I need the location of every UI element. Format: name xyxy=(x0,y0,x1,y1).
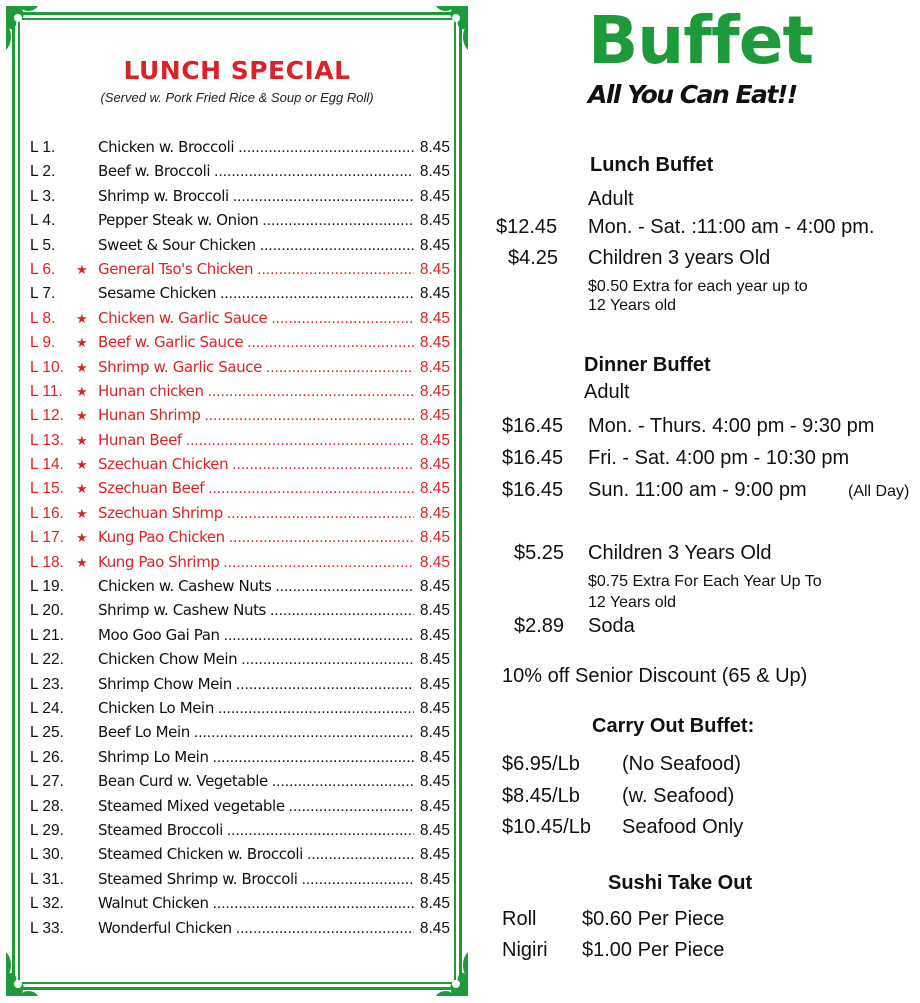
spicy-star-icon: ★ xyxy=(76,554,88,570)
menu-item-code: L 21. xyxy=(30,626,64,644)
leader-dots xyxy=(236,676,414,694)
menu-item-price: 8.45 xyxy=(419,895,450,913)
dinner-child-label: Children 3 Years Old xyxy=(588,542,772,564)
dinner-hours: Fri. - Sat. 4:00 pm - 10:30 pm xyxy=(588,447,850,469)
dinner-all-day-note: (All Day) xyxy=(848,483,910,500)
menu-item-name: Shrimp Lo Mein xyxy=(98,747,209,766)
menu-item-name: Pepper Steak w. Onion xyxy=(98,211,259,230)
menu-item-code: L 30. xyxy=(30,846,64,864)
dinner-child-price: $5.25 xyxy=(514,542,565,564)
carry-out-price: $6.95/Lb xyxy=(502,753,580,775)
leader-dots xyxy=(213,895,414,913)
leader-dots xyxy=(272,773,414,791)
menu-item xyxy=(30,870,450,894)
lunch-child-price: $4.25 xyxy=(508,247,559,269)
menu-item xyxy=(30,358,450,382)
menu-item-price: 8.45 xyxy=(419,212,450,230)
leader-dots xyxy=(220,285,414,303)
menu-item-price: 8.45 xyxy=(419,846,450,864)
menu-item-price: 8.45 xyxy=(419,334,450,352)
sushi-price: $0.60 Per Piece xyxy=(582,908,725,930)
menu-item xyxy=(30,553,450,577)
menu-item xyxy=(30,236,450,260)
menu-item xyxy=(30,504,450,528)
menu-item-price: 8.45 xyxy=(419,626,450,644)
menu-item-name: Hunan Shrimp xyxy=(98,406,201,425)
menu-item xyxy=(30,260,450,284)
leader-dots xyxy=(236,920,414,938)
menu-item xyxy=(30,162,450,186)
menu-item-code: L 1. xyxy=(30,139,56,156)
corner-ornament-icon xyxy=(418,4,470,56)
spicy-star-icon: ★ xyxy=(76,359,88,375)
menu-item-code: L 4. xyxy=(30,212,56,230)
carry-out-price: $8.45/Lb xyxy=(502,785,580,807)
carry-out-heading: Carry Out Buffet: xyxy=(592,715,755,737)
menu-item-price: 8.45 xyxy=(419,602,450,620)
menu-item-name: Chicken w. Garlic Sauce xyxy=(98,308,268,327)
menu-item xyxy=(30,309,450,333)
menu-item-name: Shrimp w. Garlic Sauce xyxy=(98,357,262,376)
menu-item-price: 8.45 xyxy=(419,163,450,181)
lunch-child-note-1: $0.50 Extra for each year up to xyxy=(588,278,808,295)
menu-item-name: Szechuan Beef xyxy=(98,479,205,498)
menu-item-code: L 33. xyxy=(30,919,64,937)
leader-dots xyxy=(302,871,414,889)
lunch-child-label: Children 3 years Old xyxy=(588,247,771,269)
menu-item-price: 8.45 xyxy=(419,504,450,522)
carry-out-desc: Seafood Only xyxy=(622,816,744,838)
menu-item-code: L 27. xyxy=(30,773,64,791)
menu-item-name: Moo Goo Gai Pan xyxy=(98,625,220,644)
menu-item xyxy=(30,650,450,674)
menu-item-name: Beef Lo Mein xyxy=(98,723,190,742)
leader-dots xyxy=(232,456,414,474)
menu-item-price: 8.45 xyxy=(419,773,450,791)
menu-item-code: L 29. xyxy=(30,821,64,839)
menu-item-price: 8.45 xyxy=(419,382,450,400)
leader-dots xyxy=(208,480,414,498)
spicy-star-icon: ★ xyxy=(76,261,88,277)
menu-item-price: 8.45 xyxy=(419,724,450,742)
leader-dots xyxy=(257,261,414,279)
senior-discount: 10% off Senior Discount (65 & Up) xyxy=(502,665,808,687)
dinner-buffet-heading: Dinner Buffet xyxy=(584,354,711,376)
leader-dots xyxy=(238,139,414,157)
menu-item xyxy=(30,431,450,455)
menu-item xyxy=(30,601,450,625)
menu-item-code: L 14. xyxy=(30,456,64,474)
menu-item-code: L 20. xyxy=(30,602,64,620)
leader-dots xyxy=(260,237,414,255)
menu-item-code: L 32. xyxy=(30,895,64,913)
menu-item-name: Beef w. Broccoli xyxy=(98,162,211,181)
menu-item-code: L 19. xyxy=(30,578,64,596)
lunch-adult-price: $12.45 xyxy=(496,216,558,238)
leader-dots xyxy=(218,700,414,718)
spicy-star-icon: ★ xyxy=(76,310,88,326)
menu-item-price: 8.45 xyxy=(419,358,450,376)
spicy-star-icon: ★ xyxy=(76,408,88,424)
lunch-buffet-heading: Lunch Buffet xyxy=(590,154,714,176)
menu-item xyxy=(30,479,450,503)
lunch-child-note-2: 12 Years old xyxy=(588,297,677,314)
menu-item xyxy=(30,919,450,943)
menu-item xyxy=(30,772,450,796)
menu-item xyxy=(30,333,450,357)
dinner-child-note-1: $0.75 Extra For Each Year Up To xyxy=(588,573,822,590)
menu-item xyxy=(30,699,450,723)
menu-item-code: L 7. xyxy=(30,285,56,303)
menu-item-name: Chicken w. Broccoli xyxy=(98,138,235,156)
menu-item-price: 8.45 xyxy=(419,651,450,669)
spicy-star-icon: ★ xyxy=(76,457,88,473)
menu-item-price: 8.45 xyxy=(419,187,450,205)
menu-item-code: L 16. xyxy=(30,504,64,522)
leader-dots xyxy=(241,651,414,669)
menu-item xyxy=(30,406,450,430)
menu-item xyxy=(30,723,450,747)
lunch-special-subtitle: (Served w. Pork Fried Rice & Soup or Egg Roll) xyxy=(100,90,374,105)
leader-dots xyxy=(204,407,414,425)
dinner-price: $16.45 xyxy=(502,447,564,469)
menu-item-code: L 11. xyxy=(30,382,63,400)
soda-label: Soda xyxy=(588,615,635,637)
dinner-adult-label: Adult xyxy=(584,381,630,403)
menu-item-name: Beef w. Garlic Sauce xyxy=(98,333,244,352)
dinner-hours: Mon. - Thurs. 4:00 pm - 9:30 pm xyxy=(588,415,875,437)
menu-item xyxy=(30,211,450,235)
menu-item-name: Chicken Lo Mein xyxy=(98,698,214,717)
menu-item-price: 8.45 xyxy=(419,480,450,498)
menu-item-price: 8.45 xyxy=(419,870,450,888)
leader-dots xyxy=(233,188,414,206)
menu-item-code: L 9. xyxy=(30,334,56,352)
lunch-menu-list xyxy=(30,138,450,943)
menu-item-code: L 17. xyxy=(30,529,64,547)
menu-item-name: Sweet & Sour Chicken xyxy=(98,235,256,254)
menu-item-price: 8.45 xyxy=(419,431,450,449)
leader-dots xyxy=(289,798,414,816)
sushi-type: Roll xyxy=(502,908,537,930)
menu-item-name: Steamed Broccoli xyxy=(98,820,223,839)
menu-item-price: 8.45 xyxy=(419,139,450,156)
spicy-star-icon: ★ xyxy=(76,481,88,497)
menu-item-name: Steamed Chicken w. Broccoli xyxy=(98,845,303,864)
menu-item-name: Shrimp w. Cashew Nuts xyxy=(98,601,266,620)
menu-item-code: L 22. xyxy=(30,651,64,669)
leader-dots xyxy=(186,432,414,450)
menu-item-price: 8.45 xyxy=(419,285,450,303)
menu-item-price: 8.45 xyxy=(419,236,450,254)
carry-out-desc: (w. Seafood) xyxy=(622,785,735,807)
menu-item xyxy=(30,284,450,308)
menu-item-name: Chicken Chow Mein xyxy=(98,650,238,669)
leader-dots xyxy=(194,724,414,742)
corner-ornament-icon xyxy=(4,946,56,998)
menu-item-code: L 31. xyxy=(30,870,64,888)
menu-item-name: Kung Pao Chicken xyxy=(98,528,225,547)
menu-item xyxy=(30,455,450,479)
menu-item-price: 8.45 xyxy=(419,821,450,839)
menu-item-price: 8.45 xyxy=(419,675,450,693)
leader-dots xyxy=(262,212,414,230)
sushi-heading: Sushi Take Out xyxy=(608,872,753,894)
buffet-title: Buffet xyxy=(588,2,814,79)
menu-item-price: 8.45 xyxy=(419,578,450,596)
menu-item-name: Steamed Mixed vegetable xyxy=(98,796,285,815)
menu-item xyxy=(30,748,450,772)
leader-dots xyxy=(271,310,414,328)
menu-item xyxy=(30,382,450,406)
corner-ornament-icon xyxy=(418,946,470,998)
menu-item-name: General Tso's Chicken xyxy=(98,259,254,278)
menu-item-name: Shrimp Chow Mein xyxy=(98,674,232,693)
menu-item-code: L 25. xyxy=(30,724,64,742)
menu-item xyxy=(30,821,450,845)
menu-item-price: 8.45 xyxy=(419,407,450,425)
menu-item-name: Steamed Shrimp w. Broccoli xyxy=(98,869,298,888)
leader-dots xyxy=(213,749,414,767)
dinner-price: $16.45 xyxy=(502,415,564,437)
menu-item-price: 8.45 xyxy=(419,797,450,815)
menu-item-price: 8.45 xyxy=(419,553,450,571)
soda-price: $2.89 xyxy=(514,615,565,637)
carry-out-desc: (No Seafood) xyxy=(622,753,741,775)
leader-dots xyxy=(227,505,414,523)
menu-item-code: L 18. xyxy=(30,553,64,571)
menu-item-price: 8.45 xyxy=(419,529,450,547)
menu-item-code: L 6. xyxy=(30,260,56,278)
menu-item xyxy=(30,797,450,821)
leader-dots xyxy=(275,578,414,596)
menu-item-name: Chicken w. Cashew Nuts xyxy=(98,577,272,596)
menu-item xyxy=(30,626,450,650)
menu-item-name: Hunan chicken xyxy=(98,381,204,400)
menu-item-name: Szechuan Shrimp xyxy=(98,503,223,522)
menu-item-code: L 12. xyxy=(30,407,64,425)
dinner-price: $16.45 xyxy=(502,479,564,501)
menu-item-price: 8.45 xyxy=(419,456,450,474)
menu-item-code: L 5. xyxy=(30,236,56,254)
menu-item-code: L 3. xyxy=(30,187,56,205)
leader-dots xyxy=(266,359,414,377)
menu-item-code: L 24. xyxy=(30,699,64,717)
buffet-subtitle: All You Can Eat!! xyxy=(588,80,797,109)
menu-item xyxy=(30,577,450,601)
menu-item-name: Kung Pao Shrimp xyxy=(98,552,220,571)
menu-item-code: L 15. xyxy=(30,480,64,498)
leader-dots xyxy=(223,554,414,572)
leader-dots xyxy=(227,822,414,840)
menu-item-code: L 2. xyxy=(30,163,56,181)
menu-item xyxy=(30,138,450,162)
menu-item-code: L 28. xyxy=(30,797,64,815)
lunch-adult-label: Adult xyxy=(588,188,634,210)
spicy-star-icon: ★ xyxy=(76,505,88,521)
menu-item-price: 8.45 xyxy=(419,309,450,327)
leader-dots xyxy=(224,627,414,645)
menu-item xyxy=(30,187,450,211)
menu-item-price: 8.45 xyxy=(419,699,450,717)
dinner-hours: Sun. 11:00 am - 9:00 pm xyxy=(588,479,807,501)
menu-item-name: Sesame Chicken xyxy=(98,284,217,303)
carry-out-price: $10.45/Lb xyxy=(502,816,591,838)
leader-dots xyxy=(247,334,414,352)
menu-item-name: Hunan Beef xyxy=(98,430,182,449)
menu-item xyxy=(30,845,450,869)
menu-item-price: 8.45 xyxy=(419,919,450,937)
menu-item-code: L 23. xyxy=(30,675,64,693)
menu-item-price: 8.45 xyxy=(419,748,450,766)
sushi-price: $1.00 Per Piece xyxy=(582,939,725,961)
lunch-special-panel xyxy=(4,4,470,998)
menu-item-code: L 13. xyxy=(30,431,64,449)
spicy-star-icon: ★ xyxy=(76,335,88,351)
dinner-child-note-2: 12 Years old xyxy=(588,594,677,611)
menu-item-name: Wonderful Chicken xyxy=(98,918,232,937)
leader-dots xyxy=(307,846,414,864)
menu-item xyxy=(30,528,450,552)
menu-item-code: L 8. xyxy=(30,309,56,327)
menu-item-code: L 26. xyxy=(30,748,64,766)
leader-dots xyxy=(229,529,414,547)
corner-ornament-icon xyxy=(4,4,56,56)
leader-dots xyxy=(270,602,414,620)
menu-item xyxy=(30,675,450,699)
menu-item-name: Walnut Chicken xyxy=(98,894,209,913)
menu-item-name: Szechuan Chicken xyxy=(98,455,229,474)
spicy-star-icon: ★ xyxy=(76,432,88,448)
leader-dots xyxy=(214,163,414,181)
menu-item-name: Shrimp w. Broccoli xyxy=(98,186,229,205)
menu-item-code: L 10. xyxy=(30,358,64,376)
lunch-special-title: LUNCH SPECIAL xyxy=(123,56,351,85)
menu-item-price: 8.45 xyxy=(419,260,450,278)
menu-item xyxy=(30,894,450,918)
lunch-adult-hours: Mon. - Sat. :11:00 am - 4:00 pm. xyxy=(588,216,875,238)
leader-dots xyxy=(208,383,414,401)
spicy-star-icon: ★ xyxy=(76,530,88,546)
sushi-type: Nigiri xyxy=(502,939,548,961)
menu-item-name: Bean Curd w. Vegetable xyxy=(98,772,268,791)
spicy-star-icon: ★ xyxy=(76,383,88,399)
